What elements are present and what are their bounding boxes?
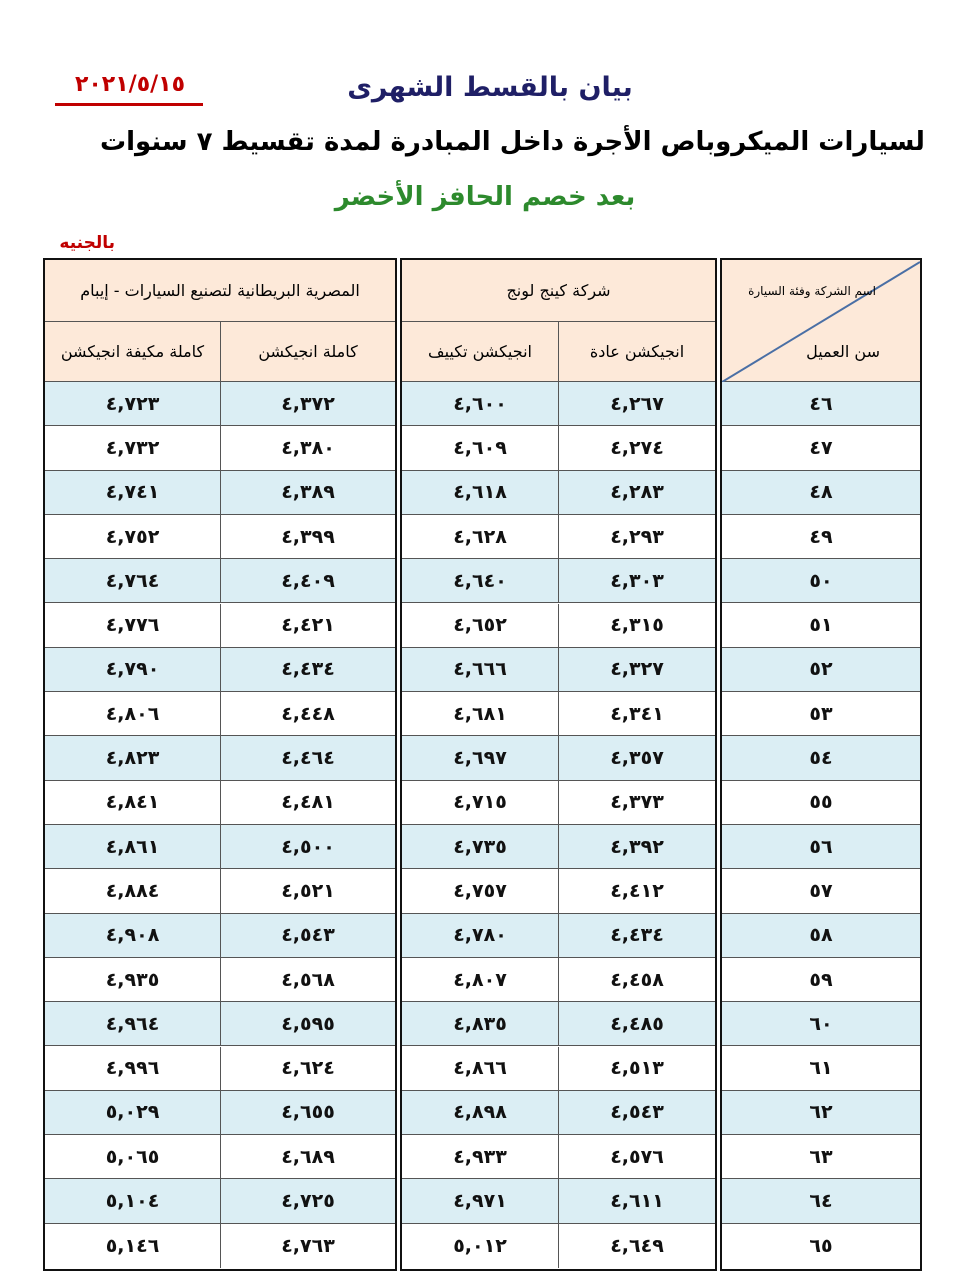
cell-full-injection: ٤,٥٩٥ <box>220 1002 395 1045</box>
cell-full-ac-injection: ٥,١٠٤ <box>45 1179 220 1222</box>
table-row <box>45 958 395 1002</box>
cell-injection-ac: ٤,٩٣٣ <box>402 1135 558 1178</box>
cell-injection-regular: ٤,٦٤٩ <box>558 1224 715 1268</box>
table-row <box>45 1179 395 1223</box>
table-king-long <box>400 258 717 1271</box>
table-row <box>722 604 920 648</box>
table-ebam <box>43 258 397 1271</box>
cell-injection-regular: ٤,٣٠٣ <box>558 559 715 602</box>
cell-full-ac-injection: ٤,٧٣٢ <box>45 426 220 469</box>
cell-injection-regular: ٤,٣٥٧ <box>558 736 715 779</box>
table-row <box>722 692 920 736</box>
page-subtitle: لسيارات الميكروباص الأجرة داخل المبادرة لمدة تقسيط ٧ سنوات <box>100 127 925 157</box>
col-header-full-ac-injection: كاملة مكيفة انجيكشن <box>45 322 220 381</box>
cell-customer-age: ٤٦ <box>722 382 920 425</box>
cell-injection-regular: ٤,٥٧٦ <box>558 1135 715 1178</box>
cell-injection-ac: ٤,٦١٨ <box>402 471 558 514</box>
cell-full-injection: ٤,٣٨٩ <box>220 471 395 514</box>
cell-customer-age: ٥٤ <box>722 736 920 779</box>
cell-customer-age: ٦٤ <box>722 1179 920 1222</box>
company-header-row <box>45 260 395 322</box>
cell-customer-age: ٥٧ <box>722 869 920 912</box>
cell-full-ac-injection: ٤,٨٤١ <box>45 781 220 824</box>
table-row <box>722 825 920 869</box>
table-row <box>45 1047 395 1091</box>
cell-customer-age: ٦٣ <box>722 1135 920 1178</box>
cell-injection-ac: ٤,٦٠٩ <box>402 426 558 469</box>
cell-injection-regular: ٤,٢٦٧ <box>558 382 715 425</box>
cell-injection-regular: ٤,٢٨٣ <box>558 471 715 514</box>
table-row <box>402 648 715 692</box>
company-king-long-header: شركة كينج لونج <box>402 260 715 321</box>
cell-full-ac-injection: ٤,٩٩٦ <box>45 1047 220 1090</box>
cell-injection-regular: ٤,٣٩٢ <box>558 825 715 868</box>
table-row <box>45 781 395 825</box>
table-row <box>45 648 395 692</box>
table-row <box>722 958 920 1002</box>
cell-injection-regular: ٤,٢٩٣ <box>558 515 715 558</box>
page-title: بيان بالقسط الشهرى <box>347 72 633 103</box>
table-row <box>402 1091 715 1135</box>
table-row <box>45 1002 395 1046</box>
table-row <box>402 692 715 736</box>
cell-injection-ac: ٤,٧٨٠ <box>402 914 558 957</box>
table-row <box>45 426 395 470</box>
cell-full-injection: ٤,٧٢٥ <box>220 1179 395 1222</box>
cell-customer-age: ٥٢ <box>722 648 920 691</box>
cell-customer-age: ٥٣ <box>722 692 920 735</box>
cell-full-ac-injection: ٥,١٤٦ <box>45 1224 220 1268</box>
table-row <box>402 559 715 603</box>
cell-customer-age: ٥٦ <box>722 825 920 868</box>
cell-injection-ac: ٤,٦٢٨ <box>402 515 558 558</box>
cell-full-injection: ٤,٥٦٨ <box>220 958 395 1001</box>
cell-injection-ac: ٤,٨٦٦ <box>402 1047 558 1090</box>
cell-injection-regular: ٤,٣٢٧ <box>558 648 715 691</box>
cell-customer-age: ٥١ <box>722 604 920 647</box>
cell-customer-age: ٤٩ <box>722 515 920 558</box>
cell-injection-regular: ٤,٤٥٨ <box>558 958 715 1001</box>
cell-injection-regular: ٤,٤١٢ <box>558 869 715 912</box>
table-row <box>402 958 715 1002</box>
table-row <box>402 825 715 869</box>
cell-injection-regular: ٤,٢٧٤ <box>558 426 715 469</box>
cell-injection-regular: ٤,٤٣٤ <box>558 914 715 957</box>
table-row <box>722 781 920 825</box>
table-row <box>45 825 395 869</box>
table-row <box>722 471 920 515</box>
table-row <box>45 869 395 913</box>
cell-injection-regular: ٤,٤٨٥ <box>558 1002 715 1045</box>
table-row <box>722 382 920 426</box>
cell-full-ac-injection: ٤,٧٢٣ <box>45 382 220 425</box>
cell-full-ac-injection: ٤,٧٤١ <box>45 471 220 514</box>
cell-full-injection: ٤,٥٤٣ <box>220 914 395 957</box>
cell-full-ac-injection: ٤,٩٠٨ <box>45 914 220 957</box>
table-row <box>402 1224 715 1268</box>
cell-full-ac-injection: ٤,٨٠٦ <box>45 692 220 735</box>
table-row <box>402 781 715 825</box>
company-header-row <box>402 260 715 322</box>
table-row <box>402 1002 715 1046</box>
cell-full-injection: ٤,٥٢١ <box>220 869 395 912</box>
table-row <box>722 648 920 692</box>
cell-injection-ac: ٤,٧٣٥ <box>402 825 558 868</box>
cell-customer-age: ٦٥ <box>722 1224 920 1268</box>
cell-injection-regular: ٤,٣١٥ <box>558 604 715 647</box>
table-row <box>722 1002 920 1046</box>
corner-header-cell <box>722 260 920 382</box>
table-row <box>722 869 920 913</box>
cell-full-injection: ٤,٤٣٤ <box>220 648 395 691</box>
cell-injection-ac: ٤,٦٠٠ <box>402 382 558 425</box>
cell-full-injection: ٤,٤٤٨ <box>220 692 395 735</box>
cell-full-ac-injection: ٤,٧٩٠ <box>45 648 220 691</box>
table-row <box>402 604 715 648</box>
col-header-full-injection: كاملة انجيكشن <box>220 322 395 381</box>
cell-full-injection: ٤,٦٨٩ <box>220 1135 395 1178</box>
table-row <box>402 515 715 559</box>
table-row <box>45 471 395 515</box>
table-row <box>722 1224 920 1268</box>
cell-full-ac-injection: ٥,٠٦٥ <box>45 1135 220 1178</box>
table-row <box>722 1047 920 1091</box>
cell-injection-ac: ٤,٦٦٦ <box>402 648 558 691</box>
cell-injection-ac: ٤,٧١٥ <box>402 781 558 824</box>
cell-full-ac-injection: ٥,٠٢٩ <box>45 1091 220 1134</box>
table-row <box>45 1224 395 1268</box>
table-row <box>45 1135 395 1179</box>
cell-customer-age: ٥٩ <box>722 958 920 1001</box>
cell-injection-regular: ٤,٥٤٣ <box>558 1091 715 1134</box>
cell-customer-age: ٥٠ <box>722 559 920 602</box>
cell-customer-age: ٦١ <box>722 1047 920 1090</box>
col-header-injection-regular: انجيكشن عادة <box>558 322 715 381</box>
table-row <box>45 515 395 559</box>
date-underline <box>55 103 203 106</box>
table-row <box>402 869 715 913</box>
cell-full-ac-injection: ٤,٩٣٥ <box>45 958 220 1001</box>
cell-customer-age: ٤٧ <box>722 426 920 469</box>
cell-injection-ac: ٤,٧٥٧ <box>402 869 558 912</box>
cell-customer-age: ٤٨ <box>722 471 920 514</box>
diagonal-divider <box>722 260 920 382</box>
cell-full-injection: ٤,٣٨٠ <box>220 426 395 469</box>
cell-injection-ac: ٤,٨٠٧ <box>402 958 558 1001</box>
cell-full-ac-injection: ٤,٧٧٦ <box>45 604 220 647</box>
column-header-row <box>402 322 715 382</box>
table-row <box>402 426 715 470</box>
cell-full-injection: ٤,٦٥٥ <box>220 1091 395 1134</box>
cell-injection-ac: ٤,٦٨١ <box>402 692 558 735</box>
table-row <box>402 382 715 426</box>
table-row <box>722 515 920 559</box>
table-row <box>45 914 395 958</box>
cell-injection-regular: ٤,٣٧٣ <box>558 781 715 824</box>
corner-age-label: سن العميل <box>806 342 880 361</box>
table-row <box>722 1179 920 1223</box>
table-age <box>720 258 922 1271</box>
cell-injection-ac: ٥,٠١٢ <box>402 1224 558 1268</box>
table-row <box>402 1047 715 1091</box>
cell-full-ac-injection: ٤,٨٢٣ <box>45 736 220 779</box>
cell-full-injection: ٤,٧٦٣ <box>220 1224 395 1268</box>
table-row <box>45 692 395 736</box>
company-ebam-header: المصرية البريطانية لتصنيع السيارات - إيبام <box>45 260 395 321</box>
cell-customer-age: ٥٨ <box>722 914 920 957</box>
cell-full-ac-injection: ٤,٧٦٤ <box>45 559 220 602</box>
cell-injection-ac: ٤,٦٤٠ <box>402 559 558 602</box>
cell-injection-regular: ٤,٥١٣ <box>558 1047 715 1090</box>
cell-full-injection: ٤,٤٨١ <box>220 781 395 824</box>
cell-full-injection: ٤,٦٢٤ <box>220 1047 395 1090</box>
table-row <box>722 1091 920 1135</box>
currency-label: بالجنيه <box>59 233 115 253</box>
cell-full-injection: ٤,٤٢١ <box>220 604 395 647</box>
table-row <box>402 736 715 780</box>
table-row <box>402 914 715 958</box>
statement-date: ٢٠٢١/٥/١٥ <box>74 72 186 97</box>
cell-customer-age: ٦٠ <box>722 1002 920 1045</box>
cell-customer-age: ٥٥ <box>722 781 920 824</box>
cell-full-injection: ٤,٤٦٤ <box>220 736 395 779</box>
table-row <box>722 736 920 780</box>
table-row <box>722 559 920 603</box>
table-row <box>402 471 715 515</box>
cell-injection-ac: ٤,٦٥٢ <box>402 604 558 647</box>
cell-injection-regular: ٤,٦١١ <box>558 1179 715 1222</box>
table-row <box>45 382 395 426</box>
table-row <box>402 1179 715 1223</box>
cell-injection-ac: ٤,٨٣٥ <box>402 1002 558 1045</box>
cell-injection-ac: ٤,٨٩٨ <box>402 1091 558 1134</box>
table-row <box>45 736 395 780</box>
corner-company-label: اسم الشركة وفئة السيارة <box>748 284 876 298</box>
cell-full-ac-injection: ٤,٩٦٤ <box>45 1002 220 1045</box>
cell-full-injection: ٤,٣٩٩ <box>220 515 395 558</box>
cell-injection-ac: ٤,٩٧١ <box>402 1179 558 1222</box>
table-row <box>402 1135 715 1179</box>
cell-full-injection: ٤,٣٧٢ <box>220 382 395 425</box>
table-row <box>45 559 395 603</box>
table-row <box>45 1091 395 1135</box>
incentive-note: بعد خصم الحافز الأخضر <box>334 182 636 212</box>
col-header-injection-ac: انجيكشن تكييف <box>402 322 558 381</box>
cell-full-ac-injection: ٤,٨٨٤ <box>45 869 220 912</box>
cell-injection-ac: ٤,٦٩٧ <box>402 736 558 779</box>
cell-full-injection: ٤,٥٠٠ <box>220 825 395 868</box>
table-row <box>45 604 395 648</box>
column-header-row <box>45 322 395 382</box>
cell-customer-age: ٦٢ <box>722 1091 920 1134</box>
cell-full-injection: ٤,٤٠٩ <box>220 559 395 602</box>
cell-full-ac-injection: ٤,٨٦١ <box>45 825 220 868</box>
table-row <box>722 914 920 958</box>
cell-full-ac-injection: ٤,٧٥٢ <box>45 515 220 558</box>
cell-injection-regular: ٤,٣٤١ <box>558 692 715 735</box>
table-row <box>722 426 920 470</box>
table-row <box>722 1135 920 1179</box>
